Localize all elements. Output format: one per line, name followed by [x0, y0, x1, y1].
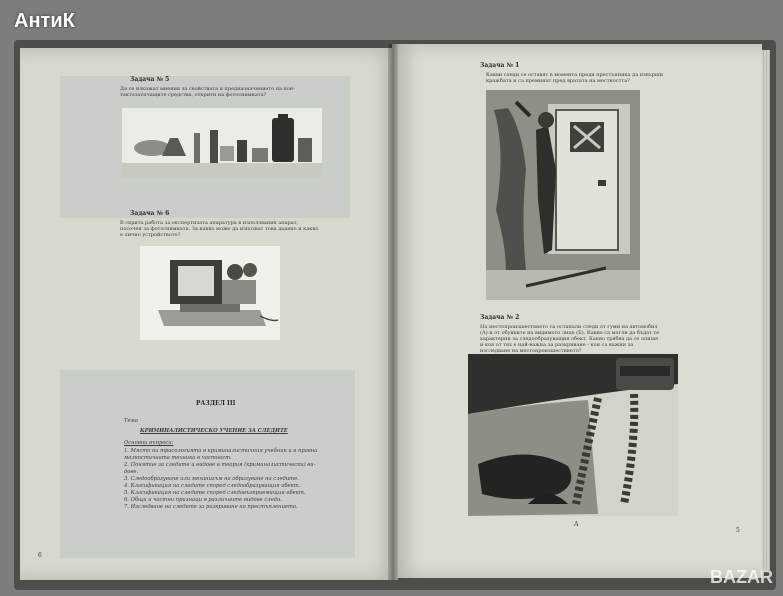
task1-text-2: кражбата и са преминат пред вратата на местността?: [486, 78, 630, 84]
tracks-image: [468, 354, 678, 516]
burglary-illustration: [486, 90, 640, 300]
section-heading: РАЗДЕЛ III: [196, 400, 236, 407]
task2-text-5: изследване на местопроизшествието?: [480, 348, 582, 354]
tracks-illustration: [468, 354, 678, 516]
task1-heading: Задача № 1: [480, 62, 520, 69]
question-item: 4. Класификация на следите според следообразуващия обект.: [124, 483, 301, 489]
left-page: [20, 48, 398, 580]
questions-intro: Основни въпроси:: [124, 440, 174, 446]
task2-text-4: и коя от тях е най-важна за разкриване - кои са важни за: [480, 342, 634, 348]
question-item: 3. Следообразуване или механизъм на образуване на следите.: [124, 476, 299, 482]
question-item: дове.: [124, 469, 139, 475]
task1-text: Какви следи се оставят в момента преди престъпника да извърши: [486, 72, 664, 78]
figure-caption-letter: А: [574, 521, 579, 528]
task5-text-2: тактозатичащите средства, открити на фотоснимката?: [120, 92, 267, 98]
site-logo: BAZAR: [710, 567, 773, 587]
device-photo: [140, 246, 280, 340]
lab-equipment-image: [122, 108, 322, 178]
topic-title: КРИМИНАЛИСТИЧЕСКО УЧЕНИЕ ЗА СЛЕДИТЕ: [140, 428, 288, 434]
questions-list: [124, 448, 317, 511]
left-page-number: 6: [38, 552, 42, 559]
right-page: [392, 44, 762, 578]
task2-heading: Задача № 2: [480, 314, 520, 321]
task5-text: Да се изкажат мнения за свойствата и предназначението на кон-: [120, 86, 295, 92]
device-image: [140, 246, 280, 340]
question-item: 5. Класификация на следите според следовъзприемащия обект.: [124, 490, 306, 496]
right-page-number: 5: [736, 527, 740, 534]
question-item: малкостичната техника в частност.: [124, 455, 232, 461]
task5-heading: Задача № 5: [130, 76, 170, 83]
task6-text-3: е лично устройството?: [120, 232, 181, 238]
watermark-text: АнтиК: [14, 10, 75, 32]
task6-heading: Задача № 6: [130, 210, 170, 217]
task2-text-2: (А) и от обувките на видимото лице (Б). Какво са могли да бъдат те: [480, 330, 660, 336]
task2-text: На местопроизшествието са останали следи от гуми на автомобил: [480, 324, 658, 330]
question-item: 1. Място на трасологията в криминалистичния учебник и в правна: [124, 448, 318, 454]
question-item: 2. Понятие за следите и видове в теория (криминалистически) ви-: [124, 462, 316, 468]
question-item: 7. Изследване на следите за разкриване на престъплението.: [124, 504, 298, 510]
task2-text-3: характерни за следообразуващия обект. Какво трябва да се опише: [480, 336, 659, 342]
question-item: 6. Общи и частни признаци в различните видове следи.: [124, 497, 282, 503]
lab-equipment-photo: [122, 108, 322, 178]
topic-label: Тема: [124, 418, 138, 424]
task6-text: В скрита работа за експертизата апаратура в използвания апарат,: [120, 220, 299, 226]
burglary-image: [486, 90, 640, 300]
task6-text-2: посочен за фотоснимката. За какво може да изпозват това дадено и какво: [120, 226, 319, 232]
book-spine: [388, 44, 398, 580]
